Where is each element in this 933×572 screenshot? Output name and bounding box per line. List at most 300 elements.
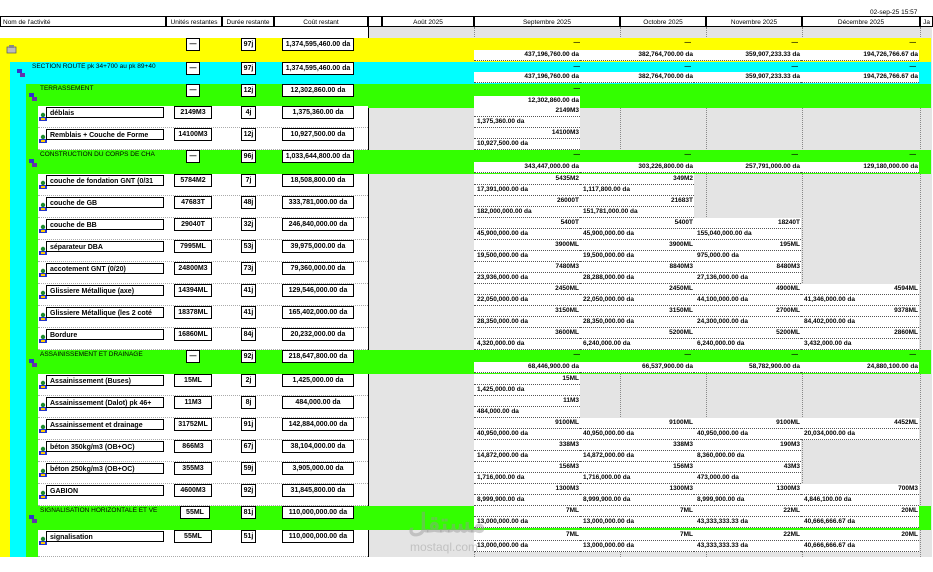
group-band-left [26, 128, 38, 150]
task-row[interactable] [0, 262, 931, 284]
group-row[interactable] [0, 350, 931, 374]
activity-name[interactable]: couche de GB [46, 197, 164, 208]
task-row[interactable] [0, 284, 931, 306]
project-band-left [0, 128, 10, 150]
cost-cell[interactable]: 129,546,000.00 da [282, 284, 354, 297]
summary-marker: — [684, 39, 691, 46]
timeline-units-cell [474, 106, 580, 117]
timeline-units-cell [694, 306, 801, 317]
timeline-cost: 28,288,000.00 da [583, 274, 634, 281]
units-cell[interactable]: 24800M3 [174, 262, 212, 275]
section-band-left [10, 284, 26, 306]
timeline-units-cell [474, 284, 580, 295]
group-band-left [26, 418, 38, 440]
summary-value: 194,726,766.67 da [863, 51, 918, 58]
task-row[interactable] [0, 174, 931, 196]
group-row[interactable] [0, 84, 931, 108]
timeline-units: 3900ML [669, 241, 693, 248]
group-icon [28, 514, 38, 524]
summary-value-cell [694, 50, 801, 61]
timeline-cost-cell [580, 295, 694, 306]
task-row[interactable] [0, 128, 931, 150]
column-header-units[interactable]: Unités restantes [166, 16, 222, 27]
duration-cell[interactable]: 59j [241, 462, 256, 475]
duration-cell[interactable]: 8j [241, 396, 256, 409]
section-row[interactable] [0, 62, 931, 84]
cost-cell[interactable]: 10,927,500.00 da [282, 128, 354, 141]
project-band-left [0, 196, 10, 218]
timeline-cost-cell [474, 429, 580, 440]
task-row[interactable] [0, 418, 931, 440]
cost-cell[interactable]: 1,425,000.00 da [282, 374, 354, 387]
activity-name[interactable]: Remblais + Couche de Forme [46, 129, 164, 140]
timeline-units-cell [694, 462, 801, 473]
activity-name[interactable]: Glissiere Métallique (les 2 coté [46, 307, 164, 318]
timeline-cost: 40,950,000.00 da [477, 430, 528, 437]
timeline-cost-cell [694, 495, 801, 506]
timeline-units-cell [580, 328, 694, 339]
timeline-units-cell [474, 396, 580, 407]
activity-name[interactable]: Assainissement et drainage [46, 419, 164, 430]
summary-value-cell [694, 72, 801, 83]
summary-value-cell [694, 162, 801, 173]
timeline-cost: 10,927,500.00 da [477, 140, 528, 147]
timeline-units-cell [694, 484, 801, 495]
summary-value: 437,196,760.00 da [524, 73, 579, 80]
timeline-cost-cell [580, 251, 694, 262]
summary-marker: — [909, 351, 916, 358]
timeline-cost-cell [580, 185, 694, 196]
activity-name[interactable]: couche de BB [46, 219, 164, 230]
summary-value: 382,764,700.00 da [638, 51, 693, 58]
summary-name[interactable]: CONSTRUCTION DU CORPS DE CHA [40, 151, 155, 158]
timeline-units: 22ML [783, 507, 800, 514]
column-header-name[interactable]: Nom de l'activité [0, 16, 166, 27]
timeline-units: 8480M3 [776, 263, 800, 270]
project-band-left [0, 218, 10, 240]
timeline-units: 26000T [556, 197, 579, 204]
timeline-cost: 8,360,000.00 da [697, 452, 745, 459]
timeline-units-cell [694, 284, 801, 295]
units-cell[interactable]: 2149M3 [174, 106, 212, 119]
project-row[interactable] [0, 38, 931, 62]
timeline-cost: 40,666,666.67 da [804, 542, 855, 549]
timeline-units-cell [474, 374, 580, 385]
timeline-cost: 6,240,000.00 da [583, 340, 631, 347]
activity-name[interactable]: Bordure [46, 329, 164, 340]
task-row[interactable] [0, 440, 931, 462]
project-icon [6, 44, 17, 54]
summary-value-cell [801, 72, 919, 83]
column-header-cost[interactable]: Coût restant [274, 16, 368, 27]
timeline-cost-cell [474, 251, 580, 262]
summary-value-cell [580, 362, 694, 373]
timeline-units-cell [694, 262, 801, 273]
timeline-cost-cell [694, 317, 801, 328]
timeline-units-cell [580, 284, 694, 295]
group-row[interactable] [0, 150, 931, 174]
duration-cell[interactable]: 7j [241, 174, 256, 187]
cost-cell[interactable]: 484,000.00 da [282, 396, 354, 409]
activity-name[interactable]: signalisation [46, 531, 164, 542]
activity-name[interactable]: Assainissement (Dalot) pk 46+ [46, 397, 164, 408]
summary-marker: — [573, 63, 580, 70]
activity-name[interactable]: accotement GNT (0/20) [46, 263, 164, 274]
task-row[interactable] [0, 462, 931, 484]
group-icon [28, 92, 38, 102]
duration-cell[interactable]: 81j [241, 506, 256, 519]
summary-name[interactable]: ASSAINISSEMENT ET DRAINAGE [40, 351, 143, 358]
timeline-units-cell [474, 218, 580, 229]
cost-cell[interactable]: 79,360,000.00 da [282, 262, 354, 275]
timeline-cost: 8,999,900.00 da [697, 496, 745, 503]
task-row[interactable] [0, 218, 931, 240]
timeline-units: 2700ML [776, 307, 800, 314]
section-band-left [10, 106, 26, 128]
duration-cell[interactable]: 96j [241, 150, 256, 163]
timeline-units: 190M3 [780, 441, 800, 448]
section-band-left [10, 350, 26, 374]
timeline-cost-cell [801, 317, 919, 328]
duration-cell[interactable]: 41j [241, 306, 256, 319]
timeline-units-cell [580, 440, 694, 451]
timeline-units-cell [580, 306, 694, 317]
timeline-cost-cell [474, 517, 580, 528]
timeline-units: 18240T [777, 219, 800, 226]
timeline-units: 349M2 [673, 175, 693, 182]
cost-cell[interactable]: 165,402,000.00 da [282, 306, 354, 319]
activity-name[interactable]: béton 350kg/m3 (OB+OC) [46, 441, 164, 452]
timeline-cost: 43,333,333.33 da [697, 518, 748, 525]
summary-value: 382,764,700.00 da [638, 73, 693, 80]
timeline-units: 9100ML [669, 419, 693, 426]
duration-cell[interactable]: 73j [241, 262, 256, 275]
units-cell[interactable]: 18378ML [174, 306, 212, 319]
timeline-units-cell [580, 174, 694, 185]
activity-name[interactable]: séparateur DBA [46, 241, 164, 252]
duration-cell[interactable]: 92j [241, 350, 256, 363]
timeline-units: 7ML [566, 507, 579, 514]
units-cell[interactable]: 866M3 [174, 440, 212, 453]
section-band-left [10, 440, 26, 462]
summary-value-cell [474, 362, 580, 373]
project-band-left [0, 284, 10, 306]
cost-cell[interactable]: 333,781,000.00 da [282, 196, 354, 209]
duration-cell[interactable]: 84j [241, 328, 256, 341]
month-header-aug: Août 2025 [382, 16, 474, 27]
summary-value: 68,446,900.00 da [528, 363, 579, 370]
activity-name[interactable]: couche de fondation GNT (0/31 [46, 175, 164, 186]
summary-marker: — [791, 39, 798, 46]
month-header-nov: Novembre 2025 [706, 16, 802, 27]
timeline-cost-cell [580, 451, 694, 462]
units-cell[interactable]: 47683T [174, 196, 212, 209]
timeline-cost: 17,391,000.00 da [477, 186, 528, 193]
timeline-cost-cell [801, 295, 919, 306]
timeline-cost: 13,000,000.00 da [583, 518, 634, 525]
section-band-left [10, 506, 26, 530]
timeline-cost: 45,900,000.00 da [477, 230, 528, 237]
units-cell[interactable]: 31752ML [174, 418, 212, 431]
section-band-left [10, 218, 26, 240]
timeline-cost-cell [580, 317, 694, 328]
summary-marker: — [909, 39, 916, 46]
activity-name[interactable]: Assainissement (Buses) [46, 375, 164, 386]
task-row[interactable] [0, 240, 931, 262]
timeline-cost-cell [694, 517, 801, 528]
duration-cell[interactable]: 2j [241, 374, 256, 387]
column-header-duration[interactable]: Durée restante [222, 16, 274, 27]
units-cell[interactable]: 55ML [180, 506, 210, 519]
timeline-cost: 13,000,000.00 da [477, 542, 528, 549]
duration-cell[interactable]: 4j [241, 106, 256, 119]
project-band-left [0, 306, 10, 328]
activity-name[interactable]: Glissiere Métallique (axe) [46, 285, 164, 296]
cost-cell[interactable]: 218,647,800.00 da [282, 350, 354, 363]
timeline-units-cell [801, 284, 919, 295]
units-cell[interactable]: — [186, 62, 200, 75]
timeline-cost-cell [580, 541, 694, 552]
section-band-left [10, 196, 26, 218]
units-cell[interactable]: 55ML [174, 530, 212, 543]
project-band-left [0, 174, 10, 196]
timeline-cost: 1,375,360.00 da [477, 118, 525, 125]
timeline-cost-cell [694, 251, 801, 262]
units-cell[interactable]: — [186, 350, 200, 363]
timeline-units-cell [694, 440, 801, 451]
section-band-left [10, 484, 26, 506]
timeline-units-cell [801, 418, 919, 429]
duration-cell[interactable]: 92j [241, 484, 256, 497]
project-band-left [0, 484, 10, 506]
timeline-cost-cell [580, 339, 694, 350]
summary-value: 24,880,100.00 da [867, 363, 918, 370]
project-band-left [0, 418, 10, 440]
units-cell[interactable]: 16860ML [174, 328, 212, 341]
summary-value: 12,302,860.00 da [528, 97, 579, 104]
timeline-units-cell [474, 240, 580, 251]
summary-name[interactable]: SIGNALISATION HORIZONTALE ET VE [40, 507, 158, 514]
summary-value-cell [801, 362, 919, 373]
project-band-left [0, 440, 10, 462]
timeline-units: 11M3 [563, 397, 579, 404]
cost-cell[interactable]: 142,884,000.00 da [282, 418, 354, 431]
project-band-left [0, 240, 10, 262]
duration-cell[interactable]: 12j [241, 128, 256, 141]
group-band-left [26, 284, 38, 306]
cost-cell[interactable]: 1,374,595,460.00 da [282, 38, 354, 51]
units-cell[interactable]: — [186, 84, 200, 97]
summary-name[interactable]: TERRASSEMENT [40, 85, 94, 92]
units-cell[interactable]: — [186, 150, 200, 163]
timeline-cost: 151,781,000.00 da [583, 208, 638, 215]
timeline-units: 4594ML [894, 285, 918, 292]
cost-cell[interactable]: 1,033,644,800.00 da [282, 150, 354, 163]
timeline-cost-cell [474, 451, 580, 462]
task-row[interactable] [0, 328, 931, 350]
timeline-units-cell [801, 328, 919, 339]
project-band-left [0, 62, 10, 84]
summary-value: 303,226,800.00 da [638, 163, 693, 170]
section-band-left [10, 128, 26, 150]
timeline-cost: 45,900,000.00 da [583, 230, 634, 237]
timeline-cost: 484,000.00 da [477, 408, 519, 415]
summary-marker: — [909, 151, 916, 158]
duration-cell[interactable]: 67j [241, 440, 256, 453]
group-icon [28, 358, 38, 368]
duration-cell[interactable]: 12j [241, 84, 256, 97]
section-band-left [10, 174, 26, 196]
timeline-units: 43M3 [783, 463, 800, 470]
group-band-left [26, 484, 38, 506]
project-band-left [0, 374, 10, 396]
activity-name[interactable]: déblais [46, 107, 164, 118]
duration-cell[interactable]: 48j [241, 196, 256, 209]
cost-cell[interactable]: 18,508,800.00 da [282, 174, 354, 187]
units-cell[interactable]: 14100M3 [174, 128, 212, 141]
timeline-units: 9378ML [894, 307, 918, 314]
timeline-cost: 44,100,000.00 da [697, 296, 748, 303]
timeline-cost: 20,034,000.00 da [804, 430, 855, 437]
activity-name[interactable]: GABION [46, 485, 164, 496]
group-band-left [26, 218, 38, 240]
timeline-units-cell [694, 418, 801, 429]
cost-cell[interactable]: 246,840,000.00 da [282, 218, 354, 231]
duration-cell[interactable]: 97j [241, 62, 256, 75]
summary-value: 257,791,000.00 da [745, 163, 800, 170]
watermark-url: mostaql.com [410, 540, 479, 554]
group-icon [28, 158, 38, 168]
duration-cell[interactable]: 41j [241, 284, 256, 297]
timeline-units-cell [694, 530, 801, 541]
units-cell[interactable]: 14394ML [174, 284, 212, 297]
summary-value: 343,447,000.00 da [524, 163, 579, 170]
timeline-units: 338M3 [559, 441, 579, 448]
timeline-cost: 19,500,000.00 da [477, 252, 528, 259]
summary-value: 58,782,900.00 da [749, 363, 800, 370]
timeline-cost: 4,846,100.00 da [804, 496, 852, 503]
timeline-units-cell [580, 484, 694, 495]
summary-value: 129,180,000.00 da [863, 163, 918, 170]
duration-cell[interactable]: 97j [241, 38, 256, 51]
timeline-units-cell [474, 530, 580, 541]
cost-cell[interactable]: 20,232,000.00 da [282, 328, 354, 341]
timeline-units: 1300M3 [669, 485, 693, 492]
task-row[interactable] [0, 306, 931, 328]
task-row[interactable] [0, 374, 931, 396]
timeline-cost: 1,716,000.00 da [477, 474, 525, 481]
month-header-jan: Ja [920, 16, 933, 27]
timeline-cost-cell [580, 473, 694, 484]
timeline-units: 2860ML [894, 329, 918, 336]
group-band-left [26, 106, 38, 128]
timeline-units-cell [580, 196, 694, 207]
timeline-units-cell [580, 418, 694, 429]
timeline-cost-cell [474, 273, 580, 284]
timeline-cost: 14,872,000.00 da [477, 452, 528, 459]
task-row[interactable] [0, 106, 931, 128]
timeline-units-cell [694, 506, 801, 517]
cost-cell[interactable]: 3,905,000.00 da [282, 462, 354, 475]
timeline-cost-cell [801, 339, 919, 350]
project-band-left [0, 350, 10, 374]
duration-cell[interactable]: 53j [241, 240, 256, 253]
group-band-left [26, 374, 38, 396]
timeline-units-cell [580, 262, 694, 273]
summary-marker: — [684, 351, 691, 358]
timeline-cost-cell [801, 429, 919, 440]
section-band-left [10, 240, 26, 262]
timeline-cost: 1,716,000.00 da [583, 474, 631, 481]
duration-cell[interactable]: 51j [241, 530, 256, 543]
task-row[interactable] [0, 484, 931, 506]
timeline-cost: 1,117,800.00 da [583, 186, 630, 193]
summary-marker: — [573, 151, 580, 158]
timeline-cost: 8,999,900.00 da [477, 496, 525, 503]
cost-cell[interactable]: 110,000,000.00 da [282, 530, 354, 543]
timeline-cost-cell [694, 541, 801, 552]
timeline-units-cell [580, 218, 694, 229]
task-row[interactable] [0, 196, 931, 218]
cost-cell[interactable]: 1,375,360.00 da [282, 106, 354, 119]
task-row[interactable] [0, 396, 931, 418]
units-cell[interactable]: 29040T [174, 218, 212, 231]
timeline-units: 4452ML [894, 419, 918, 426]
timeline-cost: 22,050,000.00 da [583, 296, 634, 303]
timeline-cost-cell [580, 429, 694, 440]
timeline-units-cell [474, 328, 580, 339]
duration-cell[interactable]: 91j [241, 418, 256, 431]
timeline-units: 9100ML [555, 419, 579, 426]
cost-cell[interactable]: 110,000,000.00 da [282, 506, 354, 519]
units-cell[interactable]: 5784M2 [174, 174, 212, 187]
summary-value: 359,907,233.33 da [745, 51, 800, 58]
summary-marker: — [684, 63, 691, 70]
timeline-cost: 22,050,000.00 da [477, 296, 528, 303]
timeline-cost-cell [474, 139, 580, 150]
group-band-left [26, 530, 38, 557]
timeline-cost: 13,000,000.00 da [583, 542, 634, 549]
timeline-units-cell [801, 530, 919, 541]
cost-cell[interactable]: 39,975,000.00 da [282, 240, 354, 253]
summary-value-cell [580, 72, 694, 83]
cost-cell[interactable]: 38,104,000.00 da [282, 440, 354, 453]
timeline-cost-cell [474, 317, 580, 328]
cost-cell[interactable]: 12,302,860.00 da [282, 84, 354, 97]
units-cell[interactable]: 11M3 [174, 396, 212, 409]
summary-name[interactable]: SECTION ROUTE pk 34+700 au pk 89+40 [32, 63, 156, 70]
activity-name[interactable]: béton 250kg/m3 (OB+OC) [46, 463, 164, 474]
cost-cell[interactable]: 31,845,800.00 da [282, 484, 354, 497]
timeline-units: 3900ML [555, 241, 579, 248]
units-cell[interactable]: 355M3 [174, 462, 212, 475]
summary-value-cell [474, 50, 580, 61]
summary-marker: — [791, 151, 798, 158]
timeline-units-cell [580, 462, 694, 473]
timeline-cost: 43,333,333.33 da [697, 542, 748, 549]
timeline-units: 338M3 [673, 441, 693, 448]
timeline-cost: 4,320,000.00 da [477, 340, 525, 347]
units-cell[interactable]: 7995ML [174, 240, 212, 253]
project-band-left [0, 506, 10, 530]
summary-marker: — [791, 351, 798, 358]
units-cell[interactable]: 15ML [174, 374, 212, 387]
timeline-cost: 8,999,900.00 da [583, 496, 631, 503]
units-cell[interactable]: — [186, 38, 200, 51]
units-cell[interactable]: 4600M3 [174, 484, 212, 497]
duration-cell[interactable]: 32j [241, 218, 256, 231]
cost-cell[interactable]: 1,374,595,460.00 da [282, 62, 354, 75]
